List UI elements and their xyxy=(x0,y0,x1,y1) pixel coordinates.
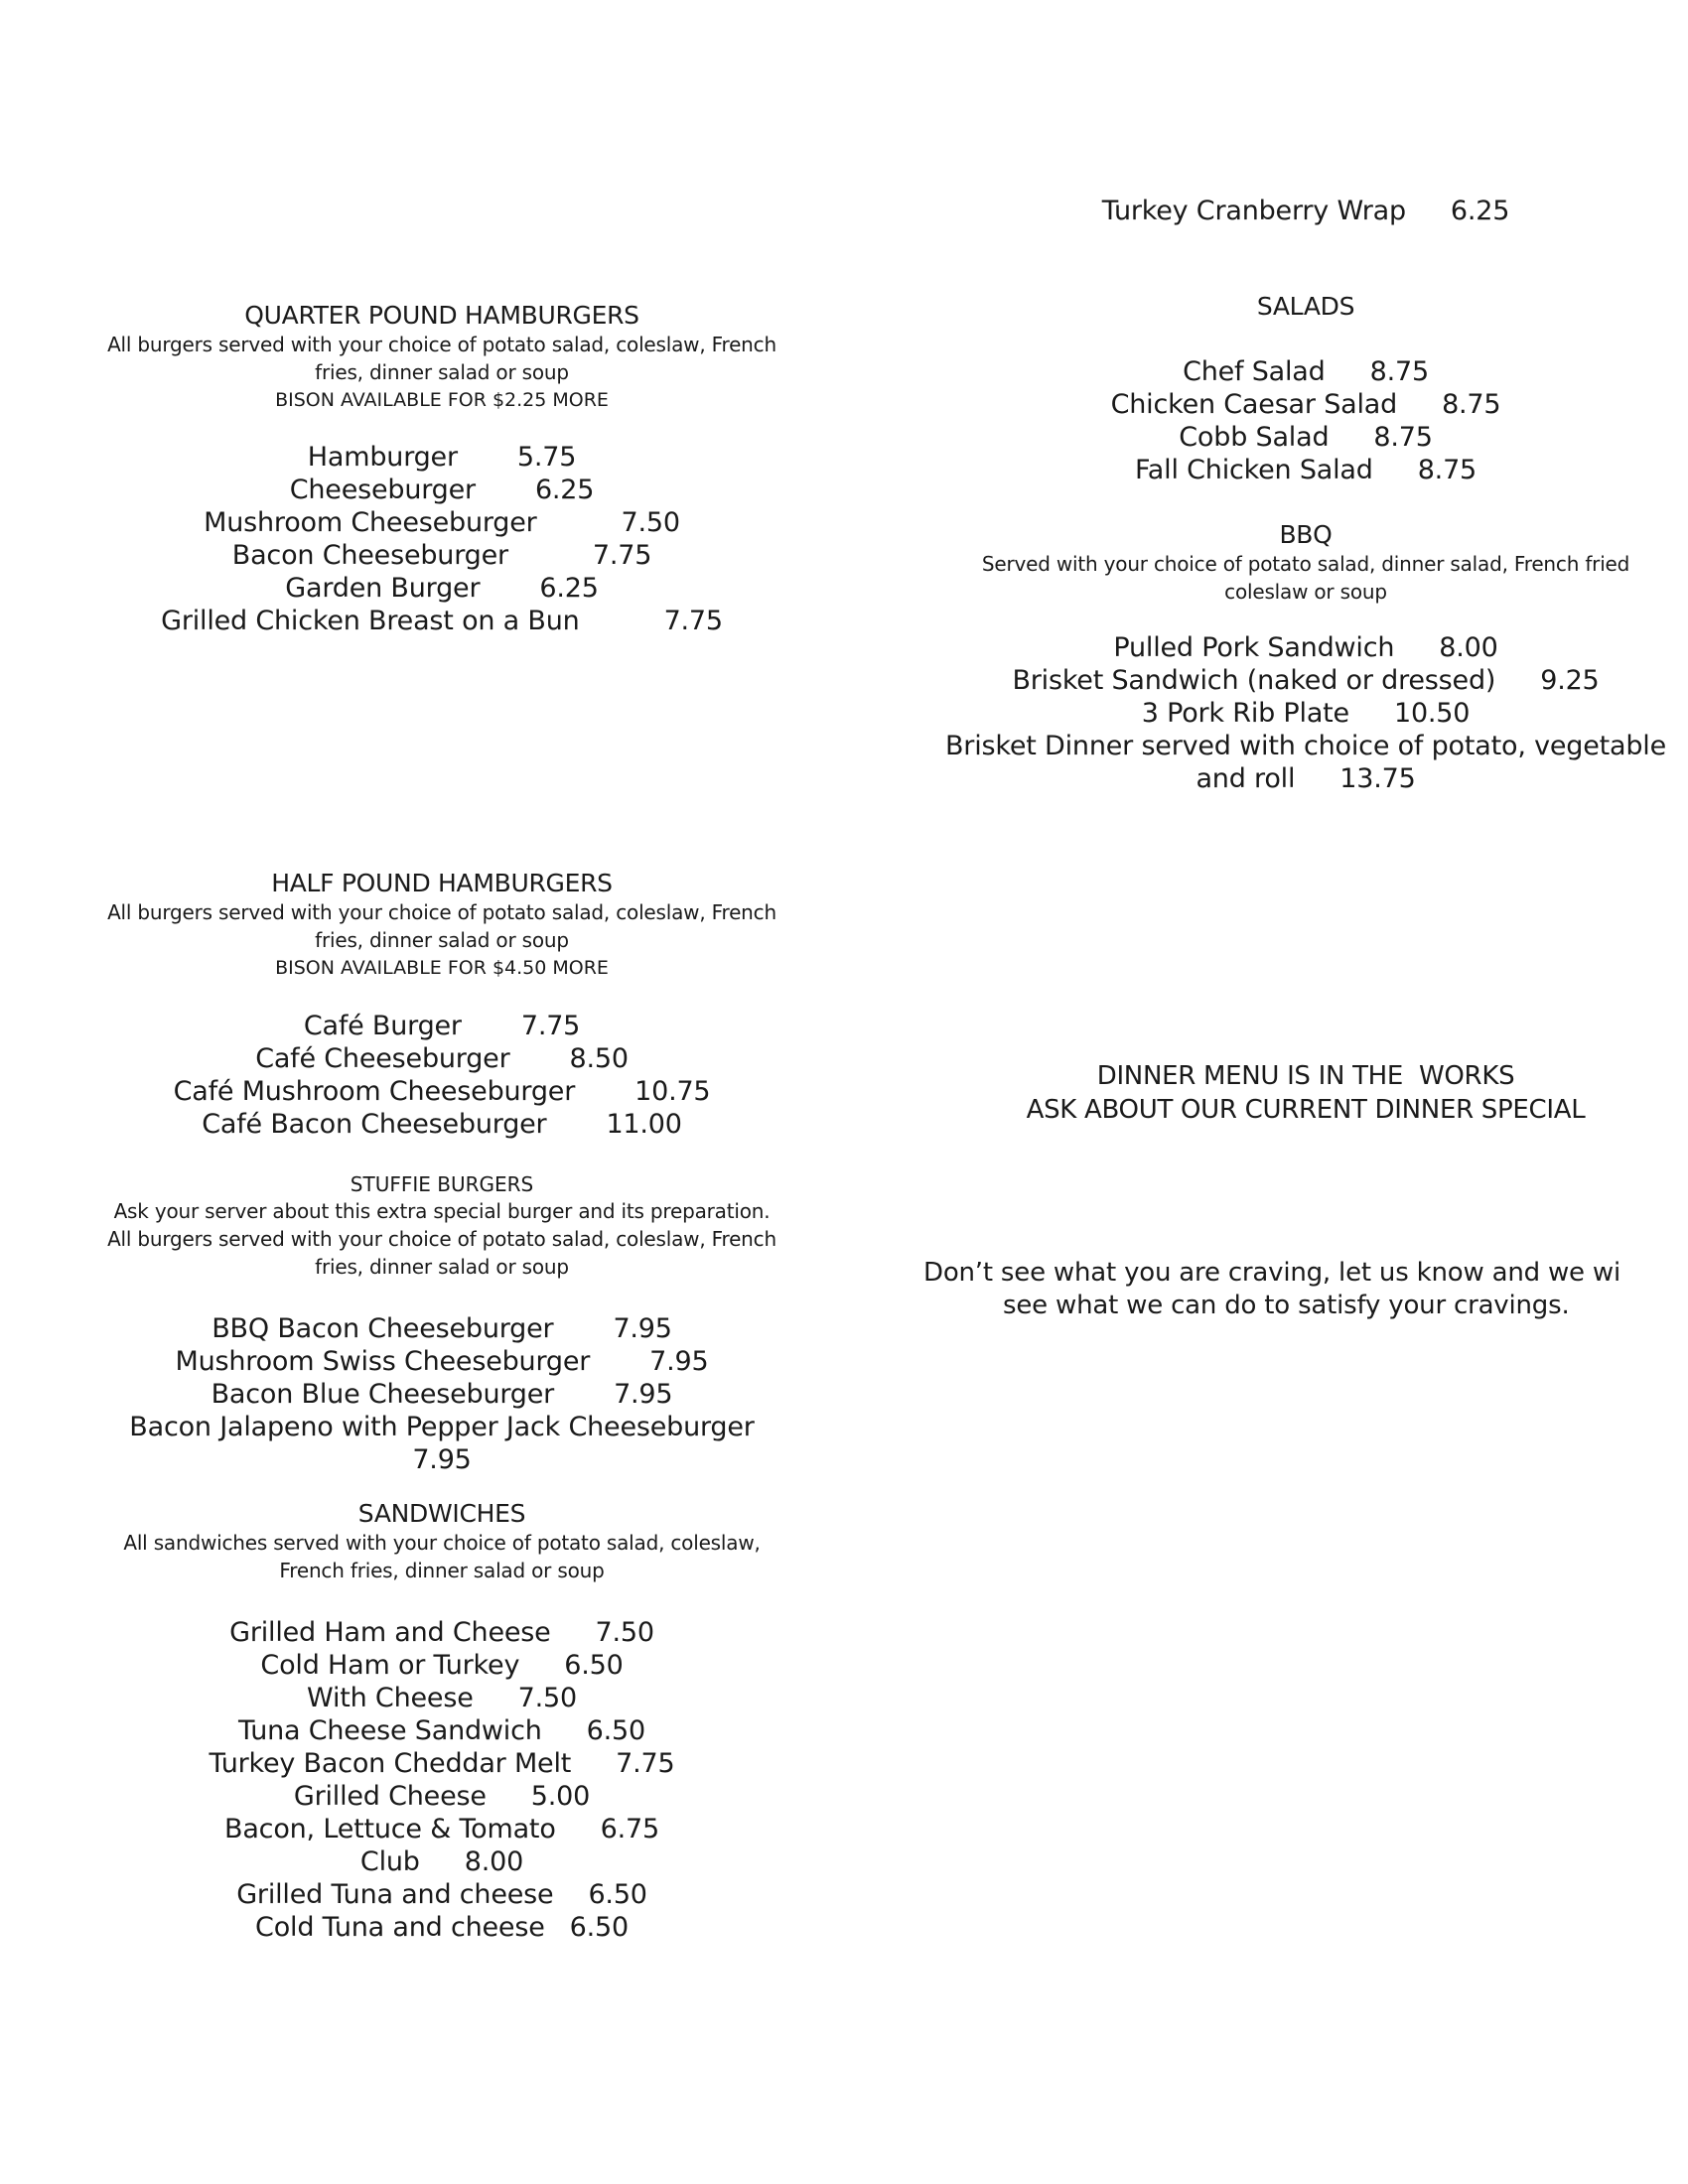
item-price: 7.50 xyxy=(517,1683,577,1713)
section-description: fries, dinner salad or soup xyxy=(315,360,569,384)
item-price: 13.75 xyxy=(1339,763,1416,794)
item-name: Turkey Bacon Cheddar Melt xyxy=(209,1748,572,1779)
menu-item xyxy=(923,388,1688,421)
item-price: 7.75 xyxy=(616,1748,675,1779)
menu-item xyxy=(60,1780,824,1813)
item-name: Bacon Blue Cheeseburger xyxy=(211,1379,555,1410)
item-price: 6.25 xyxy=(534,475,595,505)
item-name: Brisket Dinner served with choice of potato, vegetable xyxy=(944,731,1667,761)
menu-item xyxy=(60,1616,824,1649)
item-price: 7.95 xyxy=(614,1379,673,1410)
item-price: 8.50 xyxy=(569,1043,629,1074)
item-name: Mushroom Swiss Cheeseburger xyxy=(175,1346,591,1377)
item-price: 11.00 xyxy=(606,1109,682,1140)
item-name: BBQ Bacon Cheeseburger xyxy=(211,1313,554,1344)
item-price: 7.50 xyxy=(595,1617,654,1648)
menu-item-price-wrapped xyxy=(60,1443,824,1476)
salads-items xyxy=(923,355,1688,486)
section-title-sandwiches: SANDWICHES xyxy=(357,1499,526,1528)
menu-item xyxy=(60,1411,824,1443)
item-name: Cobb Salad xyxy=(1179,422,1330,453)
item-name: With Cheese xyxy=(307,1683,474,1713)
menu-item xyxy=(60,539,824,572)
closing-message xyxy=(923,1257,1688,1322)
menu-left-column xyxy=(60,0,824,2184)
item-name: Brisket Sandwich (naked or dressed) xyxy=(1012,665,1496,696)
sandwiches-section xyxy=(60,1499,824,1584)
item-price: 8.00 xyxy=(464,1846,524,1877)
menu-item xyxy=(60,1378,824,1411)
item-price: 10.50 xyxy=(1393,698,1471,729)
menu-item xyxy=(923,421,1688,454)
item-name: Club xyxy=(359,1846,420,1877)
item-price: 6.75 xyxy=(600,1814,659,1844)
item-price: 10.75 xyxy=(634,1076,711,1107)
closing-line: see what we can do to satisfy your cravings. xyxy=(1003,1291,1570,1320)
menu-item xyxy=(60,1845,824,1878)
item-price: 6.50 xyxy=(588,1879,647,1910)
item-name: 3 Pork Rib Plate xyxy=(1141,698,1349,729)
section-description: All burgers served with your choice of potato salad, coleslaw, French xyxy=(107,333,776,356)
item-name: Cold Tuna and cheese xyxy=(255,1912,545,1943)
item-name: Turkey Cranberry Wrap xyxy=(1101,196,1406,226)
salads-section xyxy=(923,292,1688,322)
item-name: Hamburger xyxy=(307,442,458,473)
item-price: 7.95 xyxy=(412,1444,472,1475)
half-pound-items xyxy=(60,1010,824,1141)
item-name: Café Mushroom Cheeseburger xyxy=(173,1076,576,1107)
item-name: Cold Ham or Turkey xyxy=(260,1650,520,1681)
section-description: coleslaw or soup xyxy=(1224,580,1387,604)
item-price: 8.75 xyxy=(1373,422,1433,453)
item-name: and roll xyxy=(1196,763,1296,794)
section-description: Ask your server about this extra special burger and its preparation. xyxy=(113,1199,771,1223)
menu-item xyxy=(60,1682,824,1714)
menu-item xyxy=(60,1714,824,1747)
bison-note: BISON AVAILABLE FOR $4.50 MORE xyxy=(275,957,609,979)
item-name: Bacon Cheeseburger xyxy=(231,540,508,571)
item-name: Fall Chicken Salad xyxy=(1134,455,1373,485)
section-description: All sandwiches served with your choice of potato salad, coleslaw, xyxy=(123,1531,761,1555)
menu-item xyxy=(923,355,1688,388)
quarter-pound-items xyxy=(60,441,824,637)
item-price: 8.75 xyxy=(1417,455,1477,485)
menu-item xyxy=(60,1108,824,1141)
menu-item xyxy=(60,474,824,506)
quarter-pound-section xyxy=(60,301,824,414)
menu-item xyxy=(60,572,824,605)
item-price: 6.50 xyxy=(586,1715,645,1746)
menu-item xyxy=(60,1649,824,1682)
menu-item-brisket-dinner xyxy=(923,730,1688,762)
bison-note: BISON AVAILABLE FOR $2.25 MORE xyxy=(275,389,609,411)
item-price: 8.75 xyxy=(1442,389,1501,420)
item-name: Grilled Cheese xyxy=(293,1781,487,1812)
item-name: Grilled Chicken Breast on a Bun xyxy=(161,606,580,636)
menu-item xyxy=(923,631,1688,664)
item-price: 6.25 xyxy=(1450,196,1510,226)
menu-item xyxy=(60,1075,824,1108)
item-name: Café Cheeseburger xyxy=(255,1043,510,1074)
item-price: 6.50 xyxy=(564,1650,624,1681)
menu-item xyxy=(60,1345,824,1378)
menu-item xyxy=(60,441,824,474)
section-description: French fries, dinner salad or soup xyxy=(279,1559,605,1582)
item-price: 5.75 xyxy=(516,442,577,473)
section-description: fries, dinner salad or soup xyxy=(315,1255,569,1279)
item-name: Chicken Caesar Salad xyxy=(1110,389,1398,420)
item-name: Café Bacon Cheeseburger xyxy=(202,1109,547,1140)
section-description: All burgers served with your choice of potato salad, coleslaw, French xyxy=(107,1227,776,1251)
menu-item xyxy=(60,1747,824,1780)
item-price: 8.75 xyxy=(1369,356,1429,387)
menu-item xyxy=(923,697,1688,730)
menu-item xyxy=(60,1911,824,1944)
section-description: fries, dinner salad or soup xyxy=(315,928,569,952)
item-name: Grilled Ham and Cheese xyxy=(229,1617,551,1648)
item-name: Pulled Pork Sandwich xyxy=(1113,632,1395,663)
item-price: 9.25 xyxy=(1540,665,1600,696)
dinner-notice xyxy=(923,1059,1688,1127)
item-name: Grilled Tuna and cheese xyxy=(236,1879,554,1910)
section-title-half-pound: HALF POUND HAMBURGERS xyxy=(271,869,613,897)
item-price: 7.75 xyxy=(592,540,652,571)
menu-item xyxy=(60,1813,824,1845)
item-price: 7.75 xyxy=(663,606,723,636)
item-price: 7.95 xyxy=(649,1346,709,1377)
section-title-bbq: BBQ xyxy=(1279,520,1333,549)
menu-item xyxy=(60,1010,824,1042)
item-price: 6.50 xyxy=(569,1912,629,1943)
item-price: 8.00 xyxy=(1439,632,1498,663)
menu-right-column xyxy=(923,0,1688,2184)
item-name: Café Burger xyxy=(303,1011,462,1041)
section-title-salads: SALADS xyxy=(1256,292,1355,321)
menu-item-brisket-dinner-cont xyxy=(923,762,1688,795)
item-name: Garden Burger xyxy=(285,573,481,604)
section-description: All burgers served with your choice of potato salad, coleslaw, French xyxy=(107,900,776,924)
section-title-quarter-pound: QUARTER POUND HAMBURGERS xyxy=(244,301,639,330)
menu-item xyxy=(923,454,1688,486)
menu-item xyxy=(60,506,824,539)
menu-item xyxy=(60,1042,824,1075)
menu-item xyxy=(60,1878,824,1911)
half-pound-section xyxy=(60,869,824,982)
section-description: Served with your choice of potato salad, dinner salad, French fried xyxy=(981,552,1630,576)
item-price: 7.50 xyxy=(621,507,680,538)
stuffie-items xyxy=(60,1312,824,1476)
section-title-stuffie: STUFFIE BURGERS xyxy=(350,1172,534,1196)
item-price: 5.00 xyxy=(530,1781,591,1812)
closing-line: Don’t see what you are craving, let us know and we wi xyxy=(923,1258,1620,1288)
menu-item xyxy=(923,664,1688,697)
wrap-item-block xyxy=(923,195,1688,227)
item-name: Bacon, Lettuce & Tomato xyxy=(224,1814,556,1844)
dinner-notice-line: ASK ABOUT OUR CURRENT DINNER SPECIAL xyxy=(1026,1095,1586,1125)
item-name: Cheeseburger xyxy=(289,475,476,505)
menu-item xyxy=(923,195,1688,227)
bbq-items xyxy=(923,631,1688,795)
sandwiches-items xyxy=(60,1616,824,1944)
item-name: Mushroom Cheeseburger xyxy=(204,507,537,538)
item-name: Chef Salad xyxy=(1183,356,1326,387)
item-price: 7.75 xyxy=(520,1011,581,1041)
item-price: 6.25 xyxy=(539,573,599,604)
stuffie-section xyxy=(60,1171,824,1281)
item-name: Bacon Jalapeno with Pepper Jack Cheeseburger xyxy=(129,1412,755,1442)
item-name: Tuna Cheese Sandwich xyxy=(238,1715,542,1746)
dinner-notice-line: DINNER MENU IS IN THE WORKS xyxy=(1096,1061,1515,1091)
menu-item xyxy=(60,605,824,637)
bbq-section xyxy=(923,520,1688,606)
menu-item xyxy=(60,1312,824,1345)
item-price: 7.95 xyxy=(613,1313,672,1344)
